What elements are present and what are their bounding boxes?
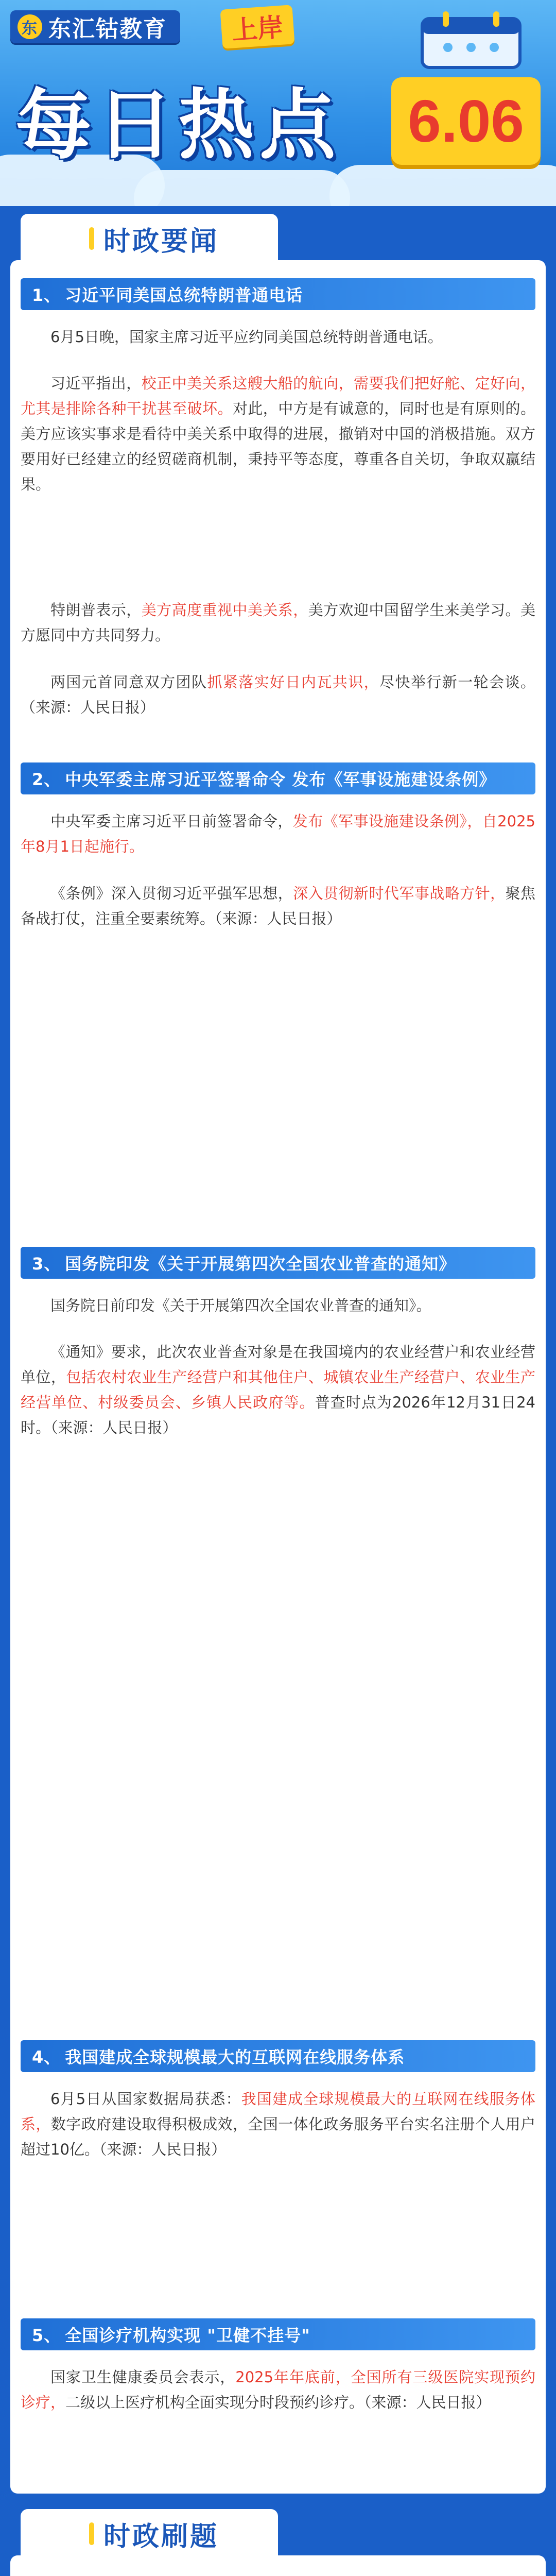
news-number: 4、	[32, 2047, 61, 2067]
news-paragraph: 《通知》要求，此次农业普查对象是在我国境内的农业经营户和农业经营单位，包括农村农业生产经营户和其他住户、城镇农业生产经营户、农业生产经营单位、村级委员会、乡镇人民政府等。普查时点为2026年12月31日24时。（来源：人民日报）	[21, 1343, 535, 1436]
page-title: 每日热点	[15, 81, 341, 170]
brand-icon: 东	[18, 14, 42, 39]
section-title-news	[21, 214, 278, 263]
news-4-header	[21, 2040, 535, 2072]
news-number: 2、	[32, 770, 61, 789]
quiz-card	[10, 2555, 546, 2576]
news-title: 国务院印发《关于开展第四次全国农业普查的通知》	[65, 1254, 456, 1274]
brand-logo	[10, 10, 180, 43]
news-title: 全国诊疗机构实现 "卫健不挂号"	[65, 2326, 310, 2345]
title-bar-decoration	[89, 227, 94, 250]
news-1-header	[21, 278, 535, 310]
news-5-header	[21, 2318, 535, 2350]
calendar-icon	[407, 8, 535, 70]
news-title: 习近平同美国总统特朗普通电话	[65, 285, 303, 305]
news-title: 我国建成全球规模最大的互联网在线服务体系	[65, 2047, 405, 2067]
date-badge: 6.06	[391, 77, 541, 165]
news-number: 3、	[32, 1254, 61, 1274]
news-title: 中央军委主席习近平签署命令 发布《军事设施建设条例》	[65, 770, 496, 789]
news-paragraph: 两国元首同意双方团队抓紧落实好日内瓦共识，尽快举行新一轮会谈。（来源：人民日报）	[21, 673, 535, 716]
section-title-text: 时政刷题	[103, 2521, 219, 2552]
shang-badge: 上岸	[220, 5, 295, 49]
news-number: 1、	[32, 285, 61, 305]
title-bar-decoration	[89, 2522, 94, 2545]
news-paragraph: 习近平指出，校正中美关系这艘大船的航向，需要我们把好舵、定好向，尤其是排除各种干扰甚至破坏。对此，中方是有诚意的，同时也是有原则的。美方应该实事求是看待中美关系中取得的进展，撤销对中国的消极措施。双方要用好已经建立的经贸磋商机制，秉持平等态度，尊重各自关切，争取双赢结果。	[21, 375, 535, 493]
news-2-header	[21, 762, 535, 794]
cloud-decoration	[134, 170, 350, 206]
news-paragraph: 6月5日从国家数据局获悉：我国建成全球规模最大的互联网在线服务体系，数字政府建设取得积极成效，全国一体化政务服务平台实名注册个人用户超过10亿。（来源：人民日报）	[21, 2090, 535, 2158]
cloud-decoration	[329, 165, 556, 206]
news-paragraph: 国家卫生健康委员会表示，2025年年底前，全国所有三级医院实现预约诊疗，二级以上医疗机构全面实现分时段预约诊疗。（来源：人民日报）	[21, 2368, 535, 2411]
header-banner	[0, 0, 556, 206]
news-paragraph: 中央军委主席习近平日前签署命令，发布《军事设施建设条例》，自2025年8月1日起施行。	[21, 812, 535, 855]
news-paragraph: 《条例》深入贯彻习近平强军思想，深入贯彻新时代军事战略方针，聚焦备战打仗，注重全要素统筹。（来源：人民日报）	[21, 885, 535, 927]
news-number: 5、	[32, 2326, 61, 2345]
news-paragraph: 特朗普表示，美方高度重视中美关系，美方欢迎中国留学生来美学习。美方愿同中方共同努力。	[21, 601, 535, 644]
brand-name: 东汇钴教育	[48, 16, 167, 42]
news-paragraph: 国务院日前印发《关于开展第四次全国农业普查的通知》。	[50, 1297, 431, 1314]
section-title-text: 时政要闻	[103, 226, 219, 257]
section-title-quiz	[21, 2509, 278, 2558]
news-3-header	[21, 1247, 535, 1279]
news-paragraph: 6月5日晚，国家主席习近平应约同美国总统特朗普通电话。	[50, 328, 443, 346]
